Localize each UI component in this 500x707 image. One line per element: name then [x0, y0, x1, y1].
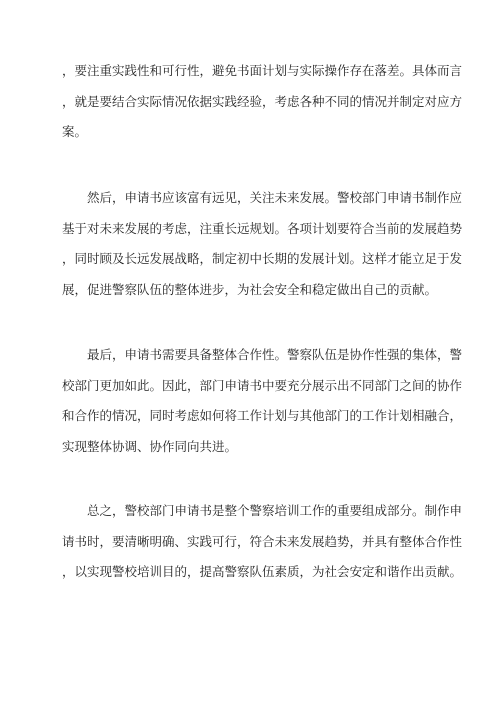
text-line: ，同时顾及长远发展战略，制定初中长期的发展计划。这样才能立足于发: [62, 251, 463, 266]
text-line: 总之，警校部门申请书是整个警察培训工作的重要组成部分。制作申: [87, 503, 463, 518]
text-line: 校部门更加如此。因此，部门申请书中要充分展示出不同部门之间的协作: [62, 377, 463, 393]
text-line: 然后，申请书应该富有远见，关注未来发展。警校部门申请书制作应: [87, 190, 463, 205]
text-line: 展，促进警察队伍的整体进步，为社会安全和稳定做出自己的贡献。: [62, 281, 438, 297]
paragraph-conclusion: [62, 496, 463, 588]
paragraph-cooperation: [62, 340, 463, 462]
text-line: 基于对未来发展的考虑，注重长远规划。各项计划要符合当前的发展趋势: [62, 220, 463, 236]
text-line: 实现整体协调、协作同向共进。: [62, 438, 238, 454]
text-line: ，就是要结合实际情况依据实践经验，考虑各种不同的情况并制定对应方: [62, 93, 463, 109]
text-line: 最后，申请书需要具备整体合作性。警察队伍是协作性强的集体，警: [87, 347, 463, 362]
text-line: 请书时，要清晰明确、实践可行，符合未来发展趋势，并具有整体合作性: [62, 533, 463, 549]
text-line: 案。: [62, 124, 88, 139]
paragraph-foresight: [62, 183, 463, 305]
text-line: ，要注重实践性和可行性，避免书面计划与实际操作存在落差。具体而言: [62, 63, 463, 78]
paragraph-practicality: [62, 56, 463, 148]
text-line: 和合作的情况，同时考虑如何将工作计划与其他部门的工作计划相融合，: [62, 408, 463, 423]
text-line: ，以实现警校培训目的，提高警察队伍素质，为社会安定和谐作出贡献。: [62, 564, 463, 579]
